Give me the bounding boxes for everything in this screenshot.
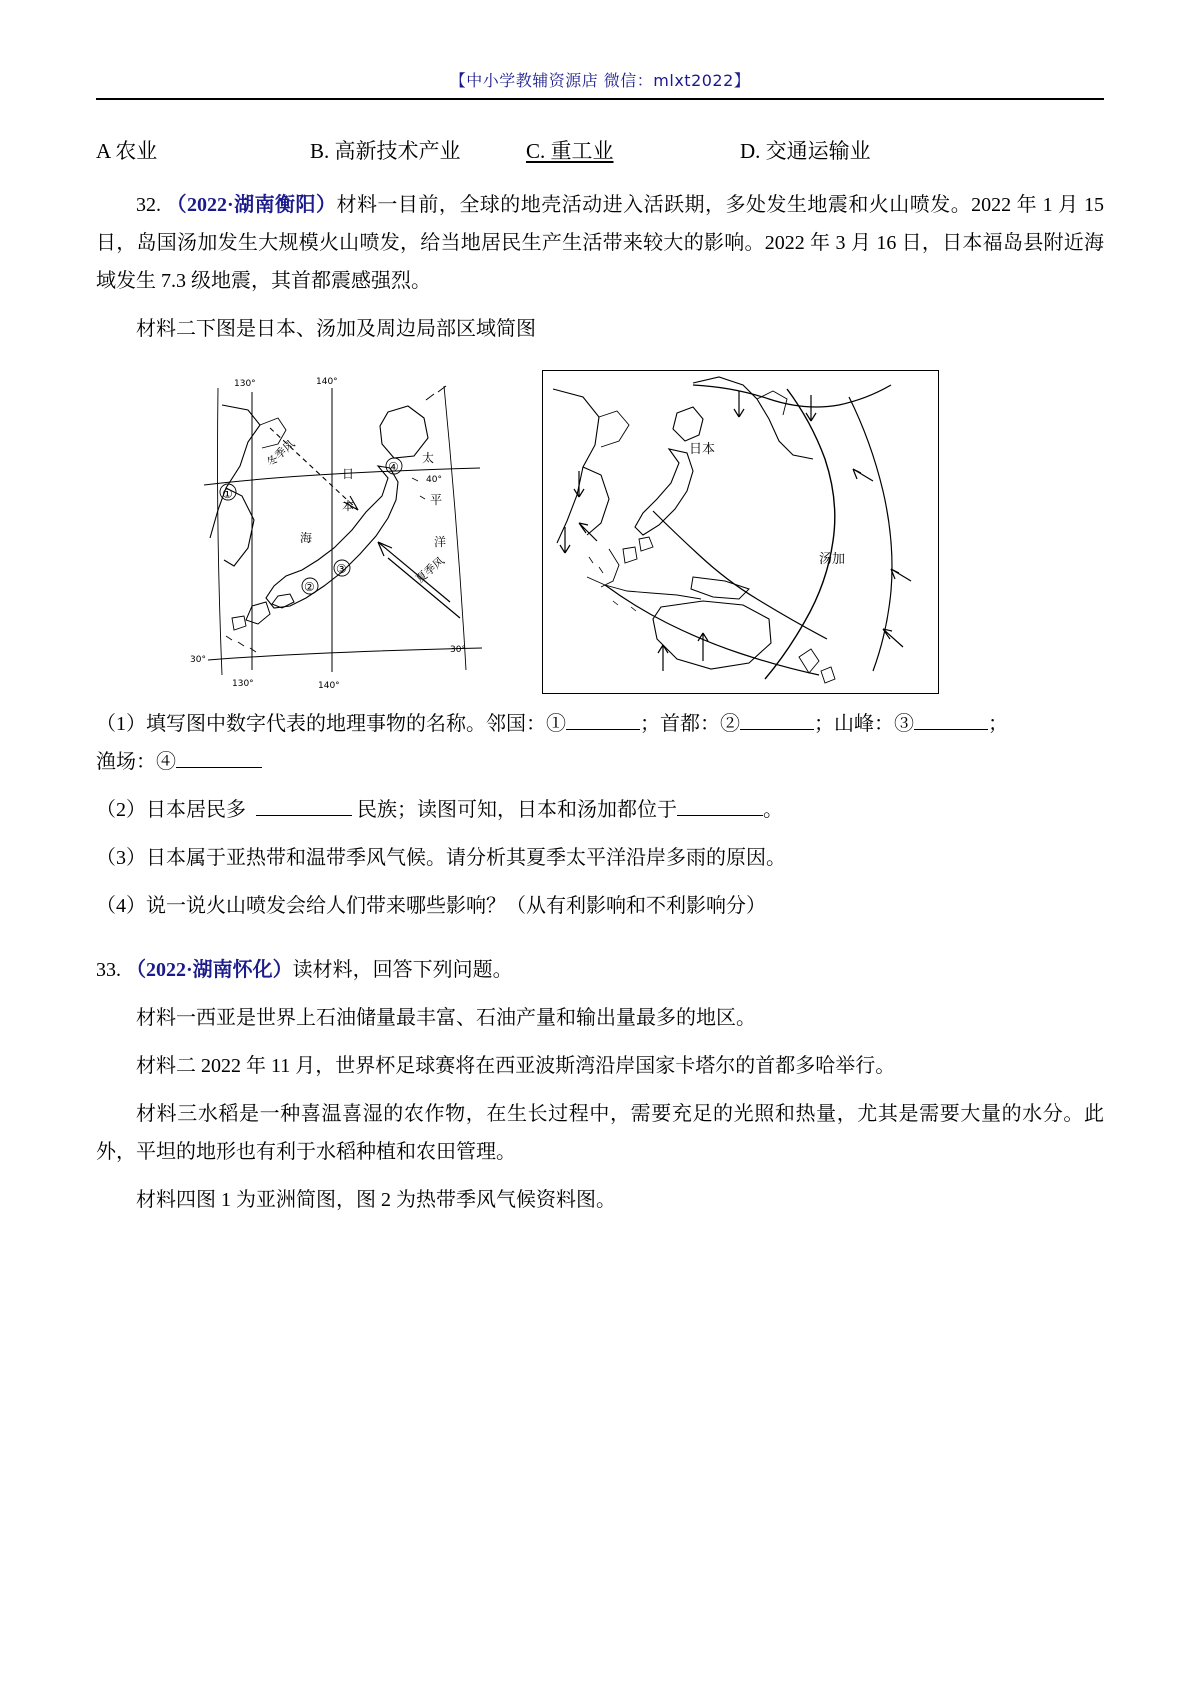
label-lon-140-bottom: 140° — [318, 681, 340, 691]
q32-sub1-part-c: ；山峰：③ — [814, 713, 914, 735]
label-ben: 本 — [342, 499, 355, 513]
question-32-sub-3: （3）日本属于亚热带和温带季风气候。请分析其夏季太平洋沿岸多雨的原因。 — [96, 847, 786, 869]
q32-sub1-part-d: ； — [988, 713, 1008, 735]
label-lat-30-left: 30° — [190, 655, 206, 665]
question-33-material-2: 材料二 2022 年 11 月，世界杯足球赛将在西亚波斯湾沿岸国家卡塔尔的首都多哈举行。 — [136, 1055, 896, 1077]
label-ri: 日 — [342, 467, 355, 481]
label-summer-wind: 夏季风 — [413, 554, 447, 586]
options-row — [96, 134, 1104, 168]
label-tonga: 汤加 — [819, 552, 846, 567]
label-lon-130-bottom: 130° — [232, 679, 254, 689]
question-33-text: 读材料，回答下列问题。 — [292, 959, 513, 981]
question-33-stem — [96, 951, 1104, 989]
q32-sub2-part-a: （2）日本居民多 — [96, 799, 246, 821]
document-content — [96, 120, 1104, 1219]
label-number-3: ③ — [336, 562, 347, 576]
header-divider — [96, 98, 1104, 100]
q32-sub1-part-b: ；首都：② — [640, 713, 740, 735]
label-lat-40: 40° — [426, 475, 442, 485]
label-number-2: ② — [304, 580, 315, 594]
figure-japan-sketch-map — [182, 370, 502, 692]
question-32-sub-1-cont — [96, 743, 1104, 781]
answer-blank-3[interactable] — [914, 709, 988, 730]
question-32-sub-1 — [96, 705, 1104, 743]
label-lon-140-top: 140° — [316, 377, 338, 387]
label-lon-130-top: 130° — [234, 379, 256, 389]
q32-sub1-part-e: 渔场：④ — [96, 751, 176, 773]
answer-blank-2[interactable] — [740, 709, 814, 730]
answer-blank-4[interactable] — [176, 747, 262, 768]
question-32-text: 材料一目前，全球的地壳活动进入活跃期，多处发生地震和火山喷发。2022 年 1 月 15 日，岛国汤加发生大规模火山喷发，给当地居民生产生活带来较大的影响。2022 年 3 月 16 日，日本福岛县附近海域发生 7.3 级地震，其首都震感强烈。 — [96, 194, 1105, 292]
label-yang: 洋 — [434, 535, 447, 549]
label-hai: 海 — [300, 531, 313, 545]
label-ping: 平 — [430, 493, 443, 507]
question-32-sub-2 — [96, 791, 1104, 829]
label-winter-wind: 冬季风 — [264, 437, 298, 470]
figure-pacific-region-map — [542, 370, 939, 694]
question-33-number: 33. — [96, 959, 121, 981]
question-33-material-4: 材料四图 1 为亚洲简图，图 2 为热带季风气候资料图。 — [136, 1189, 616, 1211]
label-number-1: ① — [222, 487, 233, 501]
q32-sub2-part-b: 民族；读图可知，日本和汤加都位于 — [357, 799, 677, 821]
question-32-number: 32. — [136, 194, 161, 216]
label-number-4: ④ — [388, 460, 399, 474]
answer-blank-6[interactable] — [677, 795, 763, 816]
answer-blank-1[interactable] — [566, 709, 640, 730]
label-tai: 太 — [422, 451, 435, 465]
option-b: B. 高新技术产业 — [310, 139, 461, 163]
question-32-stem — [96, 186, 1104, 300]
question-33-material-3: 材料三水稻是一种喜温喜湿的农作物，在生长过程中，需要充足的光照和热量，尤其是需要大量的水分。此外，平坦的地形也有利于水稻种植和农田管理。 — [96, 1103, 1104, 1163]
label-japan: 日本 — [689, 442, 716, 457]
option-c — [526, 134, 740, 168]
q32-sub1-part-a: （1）填写图中数字代表的地理事物的名称。邻国：① — [96, 713, 566, 735]
question-32-material-2: 材料二下图是日本、汤加及周边局部区域简图 — [136, 318, 536, 340]
label-lat-30-right: 30° — [450, 645, 466, 655]
question-33-material-1: 材料一西亚是世界上石油储量最丰富、石油产量和输出量最多的地区。 — [136, 1007, 756, 1029]
figure-group — [96, 370, 1104, 695]
answer-blank-5[interactable] — [256, 795, 352, 816]
option-d: D. 交通运输业 — [740, 139, 871, 163]
page-header-watermark: 【中小学教辅资源店 微信：mlxt2022】 — [449, 71, 751, 90]
option-a: A 农业 — [96, 139, 158, 163]
q32-sub2-part-c: 。 — [763, 799, 783, 821]
question-32-sub-4: （4）说一说火山喷发会给人们带来哪些影响？（从有利影响和不利影响分） — [96, 895, 766, 917]
option-c-label: C. 重工业 — [526, 139, 614, 163]
question-33-source-tag: （2022·湖南怀化） — [126, 959, 293, 981]
question-32-source-tag: （2022·湖南衡阳） — [166, 194, 337, 216]
